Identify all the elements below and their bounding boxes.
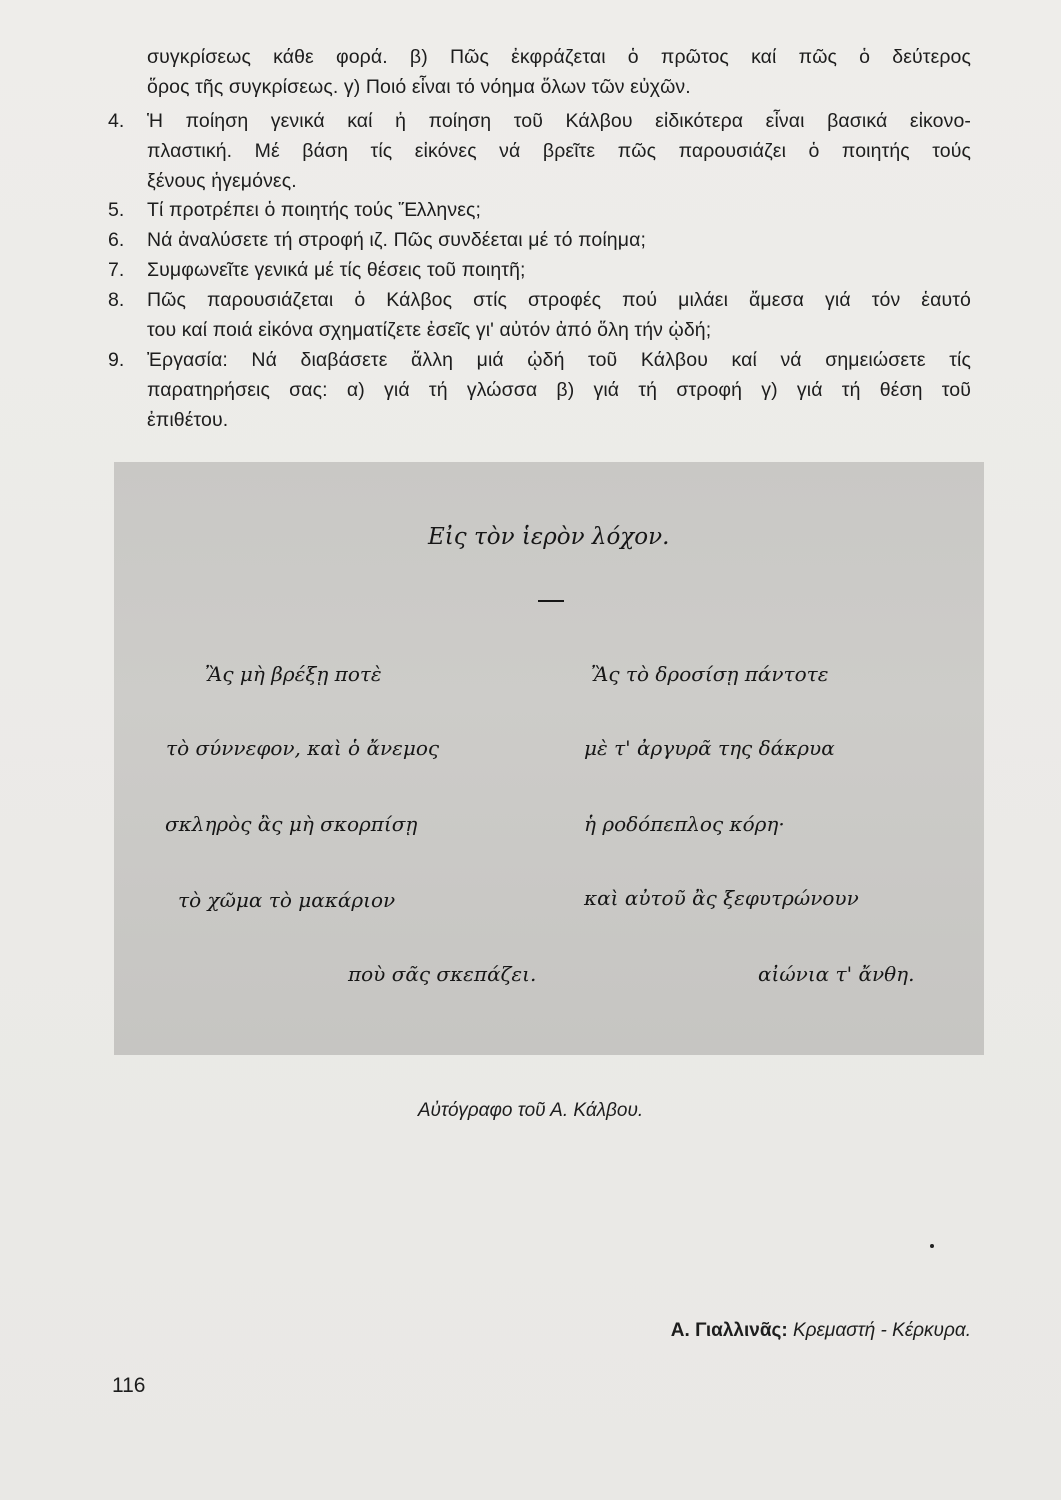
question-number: 4. xyxy=(108,110,125,132)
question-line: του καί ποιά εἰκόνα σχηματίζετε ἐσεῖς γι' αὐτόν ἀπό ὅλη τήν ᾠδή; xyxy=(147,319,712,341)
question-line: Ἡ ποίηση γενικά καί ἡ ποίηση τοῦ Κάλβου εἰδικότερα εἶναι βασικά εἰκονο- xyxy=(147,110,971,132)
manuscript-title: Εἰς τὸν ἱερὸν λόχον. xyxy=(428,524,670,550)
credit-author: Α. Γιαλλινᾶς: xyxy=(670,1320,788,1341)
question-number: 8. xyxy=(108,289,125,311)
manuscript-right-line: ἡ ροδόπεπλος κόρη· xyxy=(584,812,785,836)
question-line: Τί προτρέπει ὁ ποιητής τούς Ἕλληνες; xyxy=(147,199,482,221)
question-line: συγκρίσεως κάθε φορά. β) Πῶς ἐκφράζεται ὁ πρῶτος καί πῶς ὁ δεύτερος xyxy=(147,46,971,68)
manuscript-right-line: καὶ αὐτοῦ ἂς ξεφυτρώνουν xyxy=(584,886,859,910)
question-line: Πῶς παρουσιάζεται ὁ Κάλβος στίς στροφές πού μιλάει ἄμεσα γιά τόν ἑαυτό xyxy=(147,289,971,311)
manuscript-left-line: τὸ χῶμα τὸ μακάριον xyxy=(178,888,396,912)
manuscript-left-line: ποὺ σᾶς σκεπάζει. xyxy=(348,962,537,986)
question-line: πλαστική. Μέ βάση τίς εἰκόνες νά βρεῖτε πῶς παρουσιάζει ὁ ποιητής τούς xyxy=(147,140,971,162)
question-number: 5. xyxy=(108,199,125,221)
manuscript-dash xyxy=(538,600,564,602)
question-line: Νά ἀναλύσετε τή στροφή ιζ. Πῶς συνδέεται μέ τό ποίημα; xyxy=(147,229,646,251)
question-line: Ἐργασία: Νά διαβάσετε ἄλλη μιά ᾠδή τοῦ Κάλβου καί νά σημειώσετε τίς xyxy=(147,349,971,371)
question-line: Συμφωνεῖτε γενικά μέ τίς θέσεις τοῦ ποιητῆ; xyxy=(147,259,526,281)
manuscript-right-line: αἰώνια τ' ἄνθη. xyxy=(758,962,915,986)
credit-place: Κρεμαστή - Κέρκυρα. xyxy=(793,1320,971,1341)
manuscript-left-line: τὸ σύννεφον, καὶ ὁ ἄνεμος xyxy=(166,736,440,760)
page-number: 116 xyxy=(112,1374,146,1397)
question-line: ξένους ἡγεμόνες. xyxy=(147,170,297,192)
manuscript-right-line: Ἂς τὸ δροσίσῃ πάντοτε xyxy=(591,662,829,686)
question-line: ὅρος τῆς συγκρίσεως. γ) Ποιό εἶναι τό νόημα ὅλων τῶν εὐχῶν. xyxy=(147,76,691,98)
question-number: 6. xyxy=(108,229,125,251)
photo-caption: Αὐτόγραφο τοῦ Α. Κάλβου. xyxy=(417,1100,644,1121)
question-number: 7. xyxy=(108,259,125,281)
question-line: ἐπιθέτου. xyxy=(147,409,229,431)
question-number: 9. xyxy=(108,349,125,371)
stray-mark xyxy=(930,1244,934,1248)
credit-line xyxy=(671,1320,971,1342)
question-line: παρατηρήσεις σας: α) γιά τή γλώσσα β) γιά τή στροφή γ) γιά τή θέση τοῦ xyxy=(147,379,971,401)
manuscript-right-line: μὲ τ' ἀργυρᾶ της δάκρυα xyxy=(584,736,835,760)
manuscript-left-line: Ἂς μὴ βρέξῃ ποτὲ xyxy=(205,662,382,686)
manuscript-left-line: σκληρὸς ἂς μὴ σκορπίσῃ xyxy=(165,812,418,836)
